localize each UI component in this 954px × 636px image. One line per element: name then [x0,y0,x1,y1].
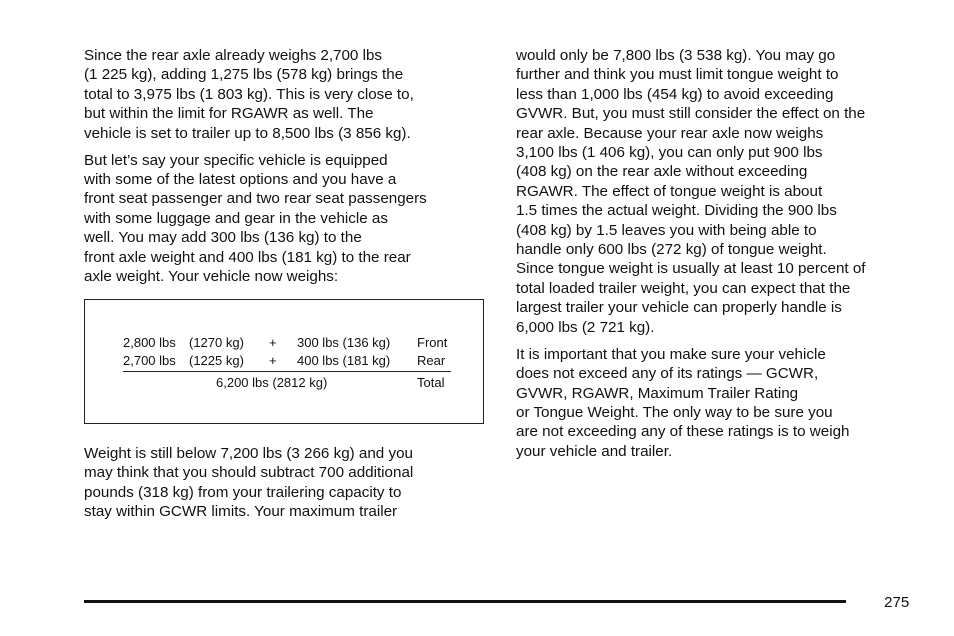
text-line: front seat passenger and two rear seat passengers [84,190,427,208]
text-line: RGAWR. The effect of tongue weight is about [516,182,823,200]
text-line: axle weight. Your vehicle now weighs: [84,268,339,286]
text-line: GVWR. But, you must still consider the effect on the [516,105,866,123]
text-line: 1.5 times the actual weight. Dividing the 900 lbs [516,202,837,220]
text-line: would only be 7,800 lbs (3 538 kg). You may go [516,47,836,64]
row-front-base-kg: (1270 kg) [189,335,244,350]
text-line: further and think you must limit tongue weight to [516,66,839,84]
row-rear-base-kg: (1225 kg) [189,353,244,368]
text-line: GVWR, RGAWR, Maximum Trailer Rating [516,384,799,402]
paragraph-options [84,151,490,287]
paragraph-ratings [516,345,922,461]
text-line: (1 225 kg), adding 1,275 lbs (578 kg) brings the [84,66,404,84]
text-line: (408 kg) on the rear axle without exceeding [516,163,808,181]
text-line: vehicle is set to trailer up to 8,500 lbs (3 856 kg). [84,124,411,142]
text-line: Since the rear axle already weighs 2,700 lbs [84,47,383,64]
row-front-added: 300 lbs (136 kg) [297,335,391,350]
row-front-base-lbs: 2,800 lbs [123,335,176,350]
text-line: may think that you should subtract 700 additional [84,464,414,482]
text-line: total loaded trailer weight, you can expect that the [516,279,851,297]
page-number: 275 [884,594,910,611]
row-front-plus: + [269,335,277,350]
paragraph-gcwr [84,444,490,522]
left-column-lower [84,444,490,522]
text-line: 3,100 lbs (1 406 kg), you can only put 900 lbs [516,144,823,162]
text-line: front axle weight and 400 lbs (181 kg) to the rear [84,248,411,266]
left-column [84,46,490,286]
text-line: or Tongue Weight. The only way to be sure you [516,403,833,421]
text-line: with some of the latest options and you have a [84,171,397,189]
paragraph-rear-axle [84,46,490,143]
text-line: well. You may add 300 lbs (136 kg) to the [84,229,362,247]
text-line: total to 3,975 lbs (1 803 kg). This is very close to, [84,85,414,103]
text-line: pounds (318 kg) from your trailering capacity to [84,483,402,501]
row-front-axle: Front [417,335,448,350]
row-rear-base-lbs: 2,700 lbs [123,353,176,368]
text-line: stay within GCWR limits. Your maximum trailer [84,503,398,521]
text-line: It is important that you make sure your vehicle [516,345,826,363]
text-line: Since tongue weight is usually at least 10 percent of [516,260,866,278]
right-column [516,46,922,461]
text-line: But let’s say your specific vehicle is equipped [84,151,388,169]
sum-divider [123,371,451,372]
weight-table [84,299,484,424]
text-line: rear axle. Because your rear axle now weighs [516,124,824,142]
row-rear-axle: Rear [417,353,446,368]
row-rear-plus: + [269,353,277,368]
text-line: are not exceeding any of these ratings is to weigh [516,423,850,441]
text-line: largest trailer your vehicle can properly handle is [516,299,842,317]
text-line: but within the limit for RGAWR as well. The [84,105,374,123]
text-line: less than 1,000 lbs (454 kg) to avoid exceeding [516,85,834,103]
text-line: with some luggage and gear in the vehicle as [84,209,388,227]
row-rear-added: 400 lbs (181 kg) [297,353,391,368]
total-value: 6,200 lbs (2812 kg) [216,375,328,390]
text-line: 6,000 lbs (2 721 kg). [516,318,655,336]
text-line: does not exceed any of its ratings — GCWR, [516,365,819,383]
text-line: your vehicle and trailer. [516,442,673,460]
total-label: Total [417,375,445,390]
paragraph-tongue-weight [516,46,922,337]
text-line: Weight is still below 7,200 lbs (3 266 kg) and you [84,445,413,462]
text-line: (408 kg) by 1.5 leaves you with being able to [516,221,817,239]
footer-rule [84,600,846,603]
text-line: handle only 600 lbs (272 kg) of tongue weight. [516,241,827,259]
